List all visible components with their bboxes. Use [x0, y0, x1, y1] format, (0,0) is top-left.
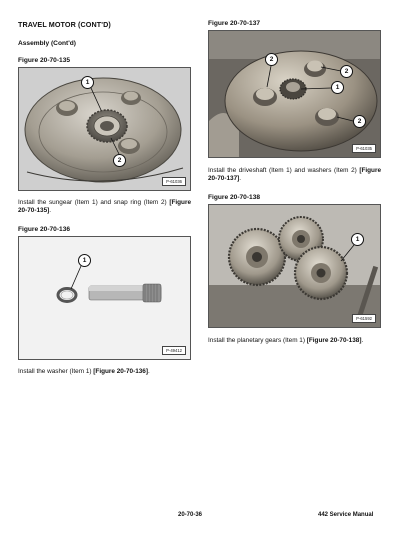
- callout-1: 1: [78, 254, 91, 267]
- figure-label: Figure 20-70-138: [208, 194, 261, 201]
- caption-washer: [18, 368, 191, 376]
- figure-label: Figure 20-70-136: [18, 226, 71, 233]
- caption-figure-ref: [Figure 20-70-136]: [93, 368, 148, 375]
- caption-planetary-gears: [208, 337, 381, 345]
- figure-photo-planetary-gears: [208, 204, 381, 328]
- caption-end: .: [239, 175, 242, 183]
- page-number: 20-70-36: [178, 512, 203, 518]
- photo-id: P-61592: [352, 314, 376, 323]
- figure-label: Figure 20-70-137: [208, 20, 261, 27]
- caption-figure-ref: [Figure 20-70-138]: [306, 337, 362, 344]
- caption-text: Install the sungear (Item 1) and snap ring (Item 2): [18, 199, 167, 206]
- caption-figure-ref: [Figure 20-70-137]: [208, 167, 381, 183]
- callout-leader-lines: [19, 237, 191, 360]
- photo-id: P-61036: [162, 177, 186, 186]
- callout-2: 2: [113, 154, 126, 167]
- section-subtitle: Assembly (Cont'd): [18, 40, 76, 47]
- callout-1: 1: [351, 233, 364, 246]
- callout-leader-lines: [209, 205, 381, 328]
- caption-end: .: [148, 368, 150, 375]
- callout-2: 2: [353, 115, 366, 128]
- figure-photo-washer: [18, 236, 191, 360]
- caption-figure-ref: [Figure 20-70-135]: [18, 199, 191, 215]
- caption-sungear: [18, 199, 191, 216]
- caption-text: Install the driveshaft (Item 1) and washers (Item 2): [208, 167, 357, 174]
- caption-end: .: [361, 337, 364, 344]
- caption-driveshaft: [208, 167, 381, 184]
- caption-text: Install the washer (Item 1): [18, 368, 94, 375]
- manual-title: 442 Service Manual: [318, 512, 374, 518]
- callout-1: 1: [331, 81, 344, 94]
- caption-end: .: [49, 207, 52, 215]
- photo-id: P-49412: [162, 346, 186, 355]
- caption-text: Install the planetary gears (Item 1): [208, 337, 307, 344]
- section-title: TRAVEL MOTOR (CONT'D): [18, 20, 111, 29]
- figure-photo-driveshaft: [208, 30, 381, 158]
- callout-2: 2: [265, 53, 278, 66]
- figure-photo-sungear: [18, 67, 191, 191]
- figure-label: Figure 20-70-135: [18, 57, 71, 64]
- callout-leader-lines: [19, 68, 191, 191]
- photo-id: P-61035: [352, 144, 376, 153]
- callout-1: 1: [81, 76, 94, 89]
- callout-2: 2: [340, 65, 353, 78]
- callout-leader-lines: [209, 31, 381, 158]
